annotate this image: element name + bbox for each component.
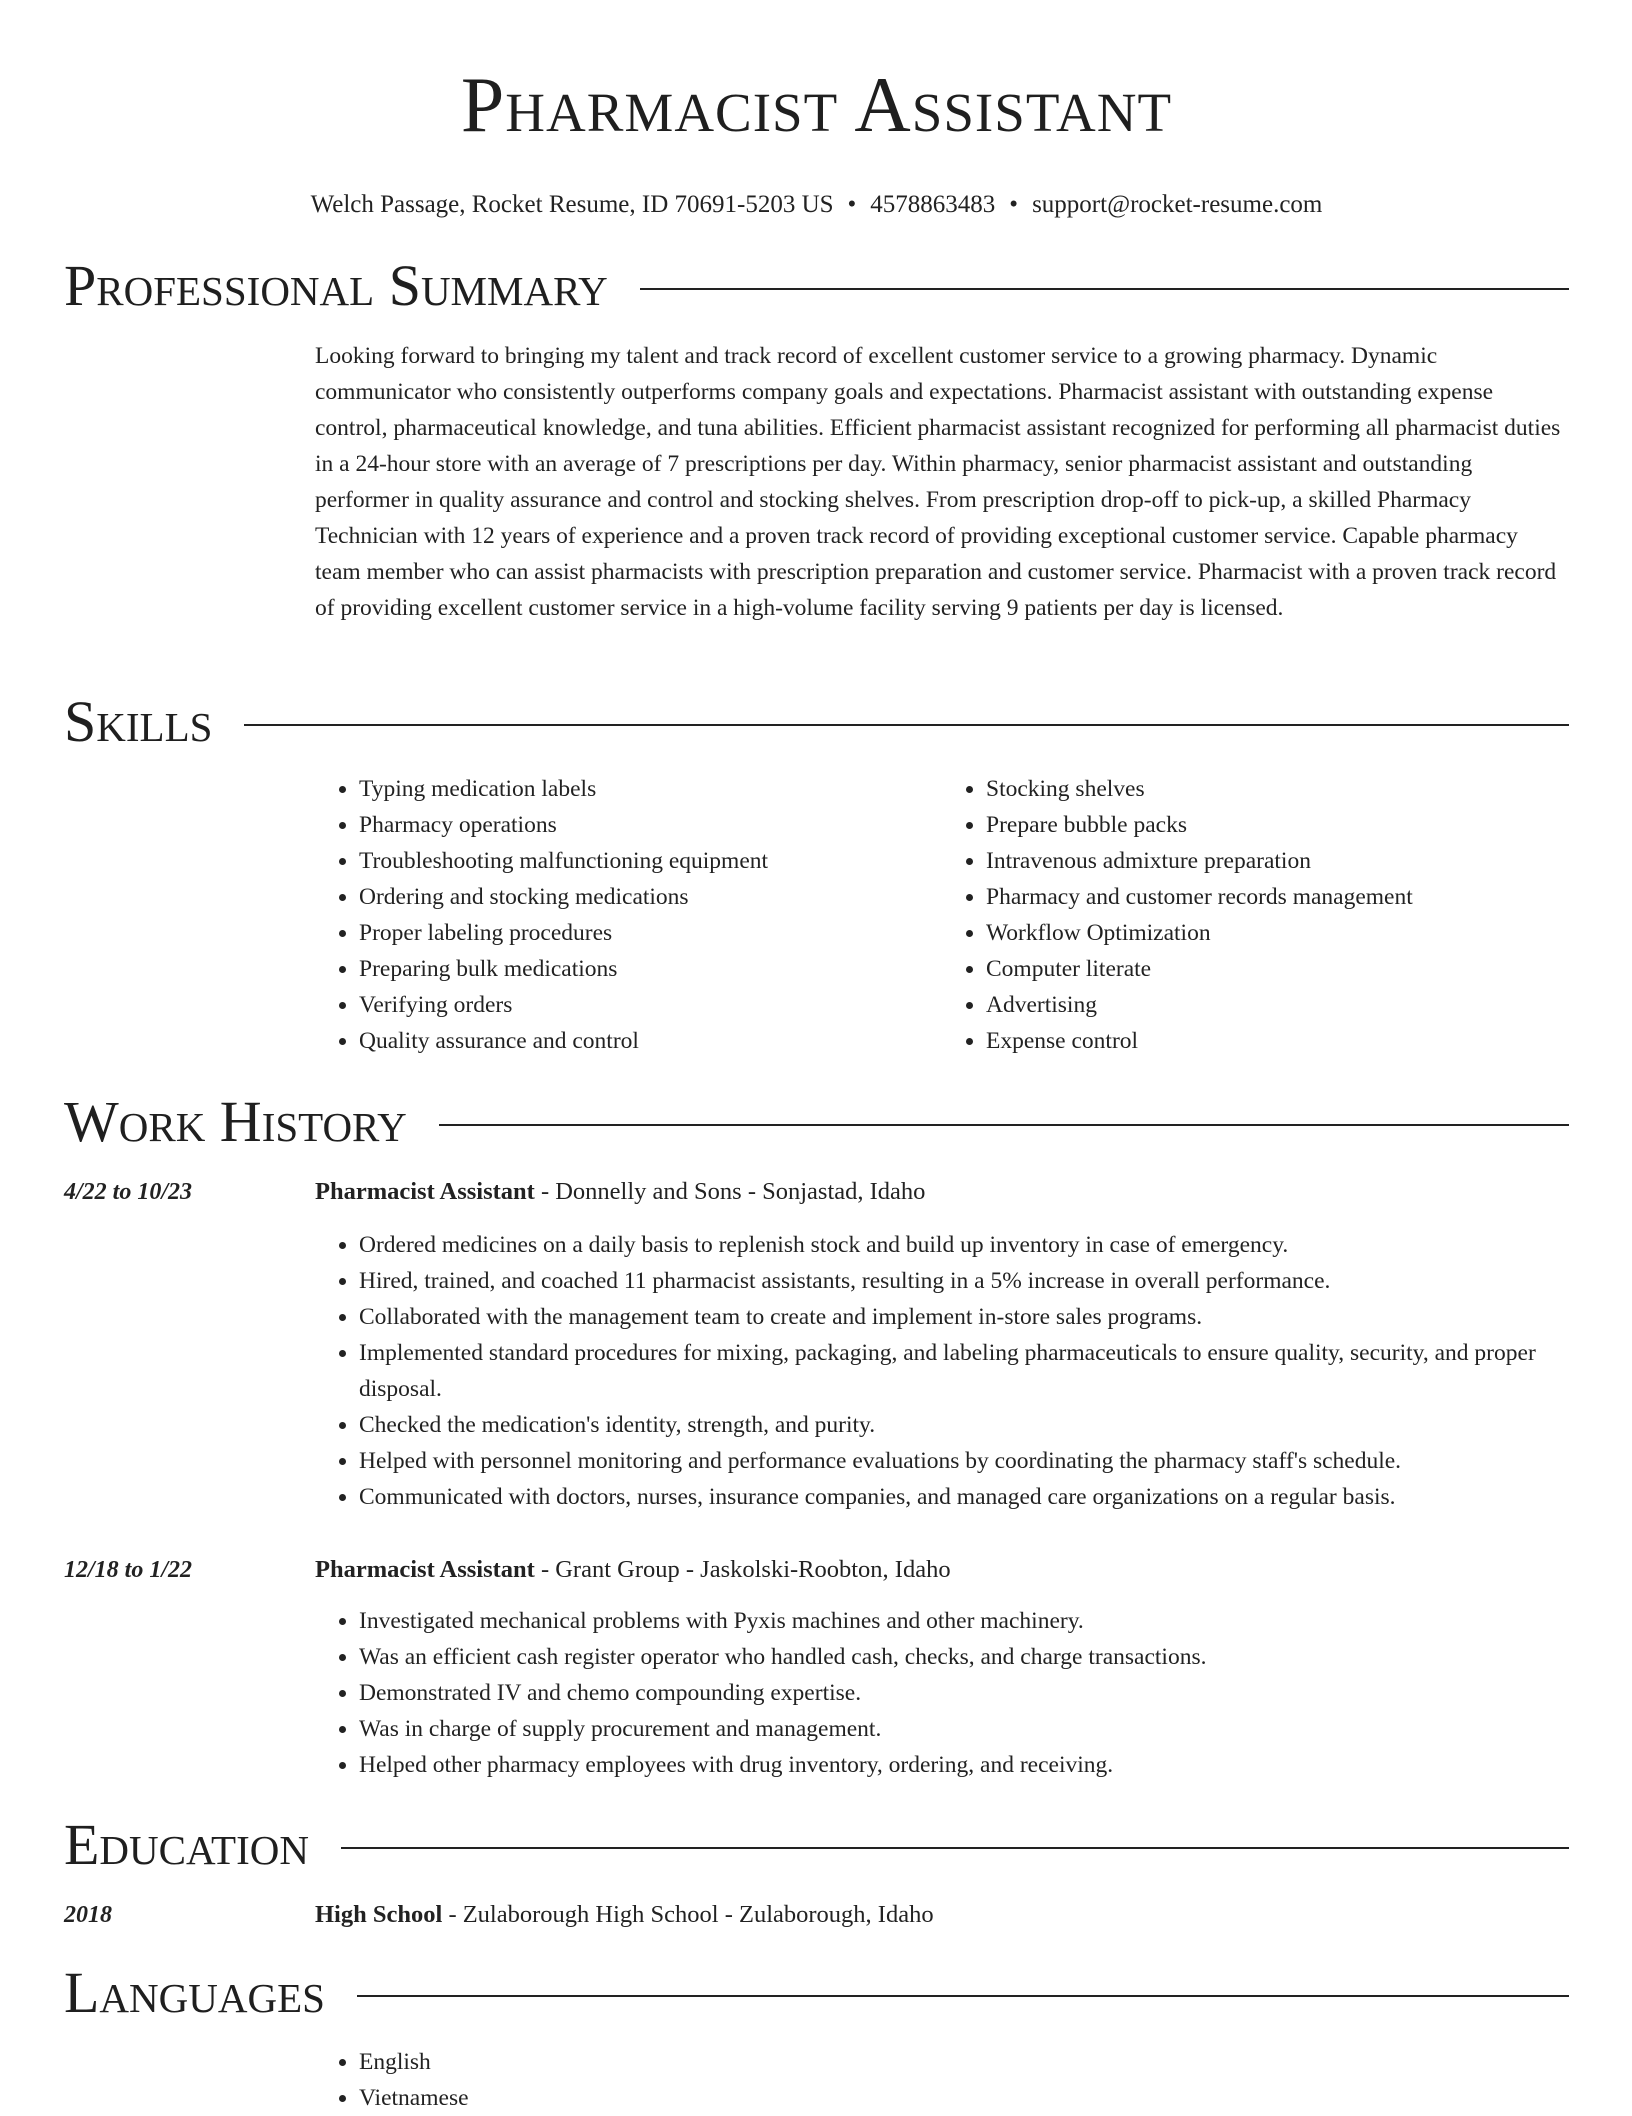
skill-item: • Intravenous admixture preparation (986, 843, 1569, 879)
job-bullet: • Communicated with doctors, nurses, insurance companies, and managed care organizations on a regular basis. (359, 1479, 1569, 1515)
contact-separator: • (847, 191, 857, 218)
job-bullets (315, 1227, 1569, 1515)
job-bullet: • Implemented standard procedures for mixing, packaging, and labeling pharmaceuticals to ensure quality, security, and proper disposal. (359, 1335, 1569, 1407)
skill-item: • Expense control (986, 1023, 1569, 1059)
section-divider (640, 288, 1569, 290)
skill-item: • Preparing bulk medications (359, 951, 942, 987)
job-bullet: • Helped with personnel monitoring and performance evaluations by coordinating the pharmacy staff's schedule. (359, 1443, 1569, 1479)
language-item: • English (359, 2044, 1569, 2080)
job-bullet: • Was an efficient cash register operator who handled cash, checks, and charge transactions. (359, 1639, 1569, 1675)
education-heading: Education (64, 1812, 309, 1877)
skill-item: • Pharmacy and customer records management (986, 879, 1569, 915)
skill-item: • Troubleshooting malfunctioning equipment (359, 843, 942, 879)
contact-email: support@rocket-resume.com (1032, 191, 1323, 218)
contact-phone: 4578863483 (870, 191, 996, 218)
job-title: Pharmacist Assistant (315, 1178, 535, 1205)
job-bullets (315, 1603, 1569, 1783)
skill-item: • Pharmacy operations (359, 807, 942, 843)
work-section-header (64, 1090, 1569, 1154)
job-dates: 4/22 to 10/23 (64, 1179, 193, 1205)
section-divider (439, 1124, 1569, 1126)
skill-item: • Stocking shelves (986, 771, 1569, 807)
job-title: Pharmacist Assistant (315, 1556, 535, 1583)
section-divider (244, 724, 1569, 726)
job-bullet: • Checked the medication's identity, strength, and purity. (359, 1407, 1569, 1443)
contact-line (64, 190, 1569, 220)
education-year: 2018 (64, 1902, 112, 1928)
education-section-header (64, 1813, 1569, 1877)
summary-body (315, 338, 1569, 626)
job-bullet: • Investigated mechanical problems with Pyxis machines and other machinery. (359, 1603, 1569, 1639)
skill-item: • Ordering and stocking medications (359, 879, 942, 915)
skill-item: • Advertising (986, 987, 1569, 1023)
skills-section-header (64, 690, 1569, 754)
summary-heading: Professional Summary (64, 253, 608, 318)
job-bullet: • Ordered medicines on a daily basis to replenish stock and build up inventory in case of emergency. (359, 1227, 1569, 1263)
skill-item: • Quality assurance and control (359, 1023, 942, 1059)
languages-section-header (64, 1961, 1569, 2025)
job-dates: 12/18 to 1/22 (64, 1557, 193, 1583)
education-details: - Zulaborough High School - Zulaborough, Idaho (442, 1901, 934, 1928)
contact-separator: • (1009, 191, 1019, 218)
job-details: - Donnelly and Sons - Sonjastad, Idaho (534, 1178, 926, 1205)
education-degree: High School (315, 1901, 443, 1928)
skill-item: • Prepare bubble packs (986, 807, 1569, 843)
resume-title: Pharmacist Assistant (460, 61, 1173, 148)
education-entry (315, 1897, 1569, 1933)
skill-item: • Verifying orders (359, 987, 942, 1023)
skills-column-left (315, 771, 942, 1059)
skill-item: • Typing medication labels (359, 771, 942, 807)
skill-item: • Workflow Optimization (986, 915, 1569, 951)
job-bullet: • Was in charge of supply procurement and management. (359, 1711, 1569, 1747)
skill-item: • Proper labeling procedures (359, 915, 942, 951)
languages-list (315, 2044, 1569, 2116)
skills-column-right (942, 771, 1569, 1059)
job-heading (315, 1174, 1569, 1210)
job-bullet: • Demonstrated IV and chemo compounding expertise. (359, 1675, 1569, 1711)
summary-text: Looking forward to bringing my talent and track record of excellent customer service to a growing pharmacy. Dynamic communicator who consistently outperforms company goals and expectations. Pharmacist assistant with outstanding expense control, pharmaceutical knowledge, and tuna abilities. Efficient pharmacist assistant recognized for performing all pharmacist duties in a 24-hour store with an average of 7 prescriptions per day. Within pharmacy, senior pharmacist assistant and outstanding performer in quality assurance and control and stocking shelves. From prescription drop-off to pick-up, a skilled Pharmacy Technician with 12 years of experience and a proven track record of providing exceptional customer service. Capable pharmacy team member who can assist pharmacists with prescription preparation and customer service. Pharmacist with a proven track record of providing excellent customer service in a high-volume facility serving 9 patients per day is licensed. (315, 343, 1561, 621)
work-heading: Work History (64, 1089, 407, 1154)
job-bullet: • Helped other pharmacy employees with drug inventory, ordering, and receiving. (359, 1747, 1569, 1783)
job-bullet: • Collaborated with the management team to create and implement in-store sales programs. (359, 1299, 1569, 1335)
job-details: - Grant Group - Jaskolski-Roobton, Idaho (534, 1556, 951, 1583)
job-bullet: • Hired, trained, and coached 11 pharmacist assistants, resulting in a 5% increase in overall performance. (359, 1263, 1569, 1299)
skills-list (315, 771, 1569, 1059)
contact-address: Welch Passage, Rocket Resume, ID 70691-5203 US (310, 191, 834, 218)
languages-heading: Languages (64, 1960, 325, 2025)
section-divider (357, 1995, 1569, 1997)
resume-page (64, 0, 1569, 2111)
skill-item: • Computer literate (986, 951, 1569, 987)
skills-heading: Skills (64, 689, 213, 754)
summary-section-header (64, 254, 1569, 318)
language-item: • Vietnamese (359, 2080, 1569, 2116)
section-divider (341, 1847, 1569, 1849)
job-heading (315, 1552, 1569, 1588)
